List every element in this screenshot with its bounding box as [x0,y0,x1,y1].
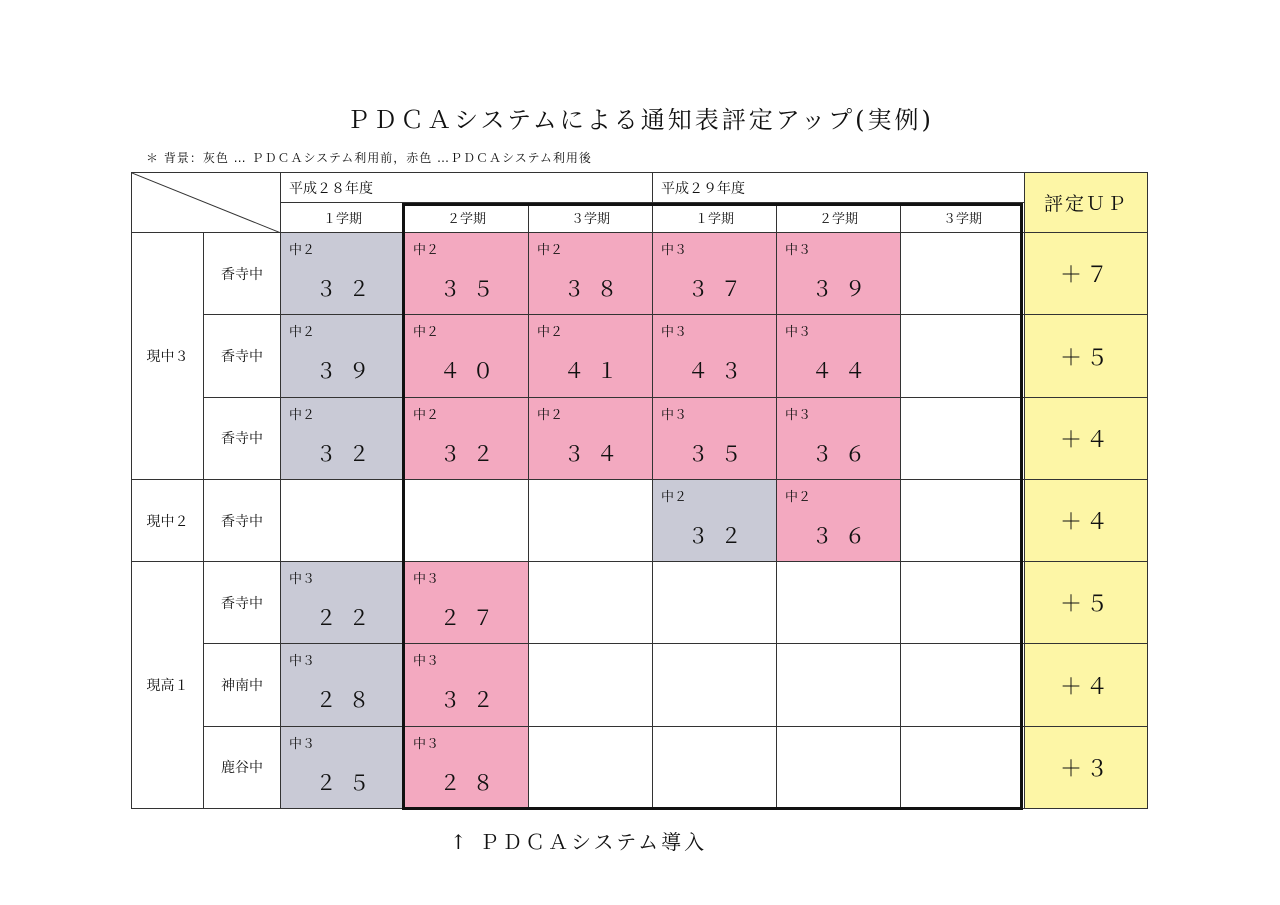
score-value: ３５ [439,277,506,302]
grade-label: 中２ [661,489,688,505]
score-value: ３２ [315,277,382,302]
score-value: ４４ [811,359,878,384]
score-value: ２８ [439,770,506,795]
grade-label: 中３ [661,243,688,259]
grade-label: 中３ [289,654,316,670]
score-value: ３９ [315,359,382,384]
score-cell [901,479,1025,561]
grade-label: 中３ [661,325,688,341]
score-cell [281,397,405,479]
grade-label: 中３ [661,407,688,423]
group-label: 現高１ [132,562,204,809]
score-value: ３４ [563,441,630,466]
score-value: ２８ [315,688,382,713]
score-value: ３２ [439,688,506,713]
score-cell [653,479,777,561]
pdca-intro-note: ↑ ＰＤＣＡシステム導入 [450,830,708,854]
year-header-h29: 平成２９年度 [653,173,1025,203]
term-header: ３学期 [529,203,653,233]
score-cell [901,233,1025,315]
legend-note: ＊ 背景：灰色 … ＰＤＣＡシステム利用前，赤色 …ＰＤＣＡシステム利用後 [146,151,592,165]
table-row [132,726,1148,808]
grade-label: 中３ [289,572,316,588]
school-name: 神南中 [204,644,281,726]
group-label: 現中３ [132,233,204,480]
school-name: 鹿谷中 [204,726,281,808]
grade-label: 中２ [413,243,440,259]
grade-label: 中３ [289,736,316,752]
score-cell [777,562,901,644]
score-cell [777,644,901,726]
school-name: 香寺中 [204,562,281,644]
grade-label: 中２ [289,325,316,341]
grade-label: 中３ [785,325,812,341]
corner-cell [132,173,281,233]
score-value: ３６ [811,523,878,548]
score-cell [405,315,529,397]
grade-label: 中２ [785,489,812,505]
score-cell [653,726,777,808]
term-header: １学期 [653,203,777,233]
table-row [132,233,1148,315]
score-cell [281,644,405,726]
up-value: ＋７ [1025,233,1148,315]
grade-label: 中３ [785,407,812,423]
grade-label: 中２ [537,325,564,341]
score-cell [405,479,529,561]
table-row [132,562,1148,644]
grade-label: 中２ [537,407,564,423]
score-value: ３２ [439,441,506,466]
up-value: ＋５ [1025,315,1148,397]
score-value: ３８ [563,277,630,302]
grade-label: 中２ [537,243,564,259]
score-value: ４１ [563,359,630,384]
term-header: ３学期 [901,203,1025,233]
score-cell [281,562,405,644]
up-value: ＋３ [1025,726,1148,808]
score-cell [901,315,1025,397]
school-name: 香寺中 [204,315,281,397]
score-value: ３９ [811,277,878,302]
results-table [131,172,1148,809]
score-cell [901,644,1025,726]
score-cell [901,562,1025,644]
grade-label: 中３ [413,572,440,588]
up-header: 評定ＵＰ [1025,173,1148,233]
score-cell [529,644,653,726]
school-name: 香寺中 [204,397,281,479]
diagonal-line [132,173,281,233]
grade-label: 中３ [413,654,440,670]
score-cell [653,233,777,315]
grade-label: 中２ [413,325,440,341]
up-value: ＋４ [1025,479,1148,561]
score-value: ２５ [315,770,382,795]
score-value: ３２ [315,441,382,466]
up-value: ＋４ [1025,644,1148,726]
table-row [132,644,1148,726]
grade-label: 中２ [289,407,316,423]
score-cell [405,397,529,479]
score-cell [653,562,777,644]
score-value: ３２ [687,523,754,548]
grade-label: 中３ [413,736,440,752]
school-name: 香寺中 [204,479,281,561]
score-cell [405,644,529,726]
score-cell [529,397,653,479]
score-value: ３７ [687,277,754,302]
score-cell [653,315,777,397]
score-cell [777,726,901,808]
score-value: ３５ [687,441,754,466]
up-value: ＋４ [1025,397,1148,479]
group-label: 現中２ [132,479,204,561]
table-row [132,315,1148,397]
score-value: ３６ [811,441,878,466]
score-cell [529,233,653,315]
table-row [132,479,1148,561]
grade-label: 中２ [413,407,440,423]
score-cell [901,726,1025,808]
score-cell [405,233,529,315]
table-row [132,397,1148,479]
score-cell [777,233,901,315]
score-cell [529,562,653,644]
score-cell [281,726,405,808]
score-value: ２７ [439,606,506,631]
score-cell [405,726,529,808]
score-cell [529,315,653,397]
score-cell [653,644,777,726]
grade-label: 中２ [289,243,316,259]
term-header: ２学期 [777,203,901,233]
score-cell [529,479,653,561]
score-cell [281,315,405,397]
score-cell [777,315,901,397]
score-cell [405,562,529,644]
score-cell [281,479,405,561]
page-title: ＰＤＣＡシステムによる通知表評定アップ(実例) [346,106,934,134]
school-name: 香寺中 [204,233,281,315]
score-cell [529,726,653,808]
score-cell [901,397,1025,479]
year-header-h28: 平成２８年度 [281,173,653,203]
score-cell [653,397,777,479]
score-value: ４０ [439,359,506,384]
score-cell [777,479,901,561]
term-header: ２学期 [405,203,529,233]
score-value: ４３ [687,359,754,384]
score-value: ２２ [315,606,382,631]
up-value: ＋５ [1025,562,1148,644]
score-cell [777,397,901,479]
score-cell [281,233,405,315]
term-header: １学期 [281,203,405,233]
grade-label: 中３ [785,243,812,259]
